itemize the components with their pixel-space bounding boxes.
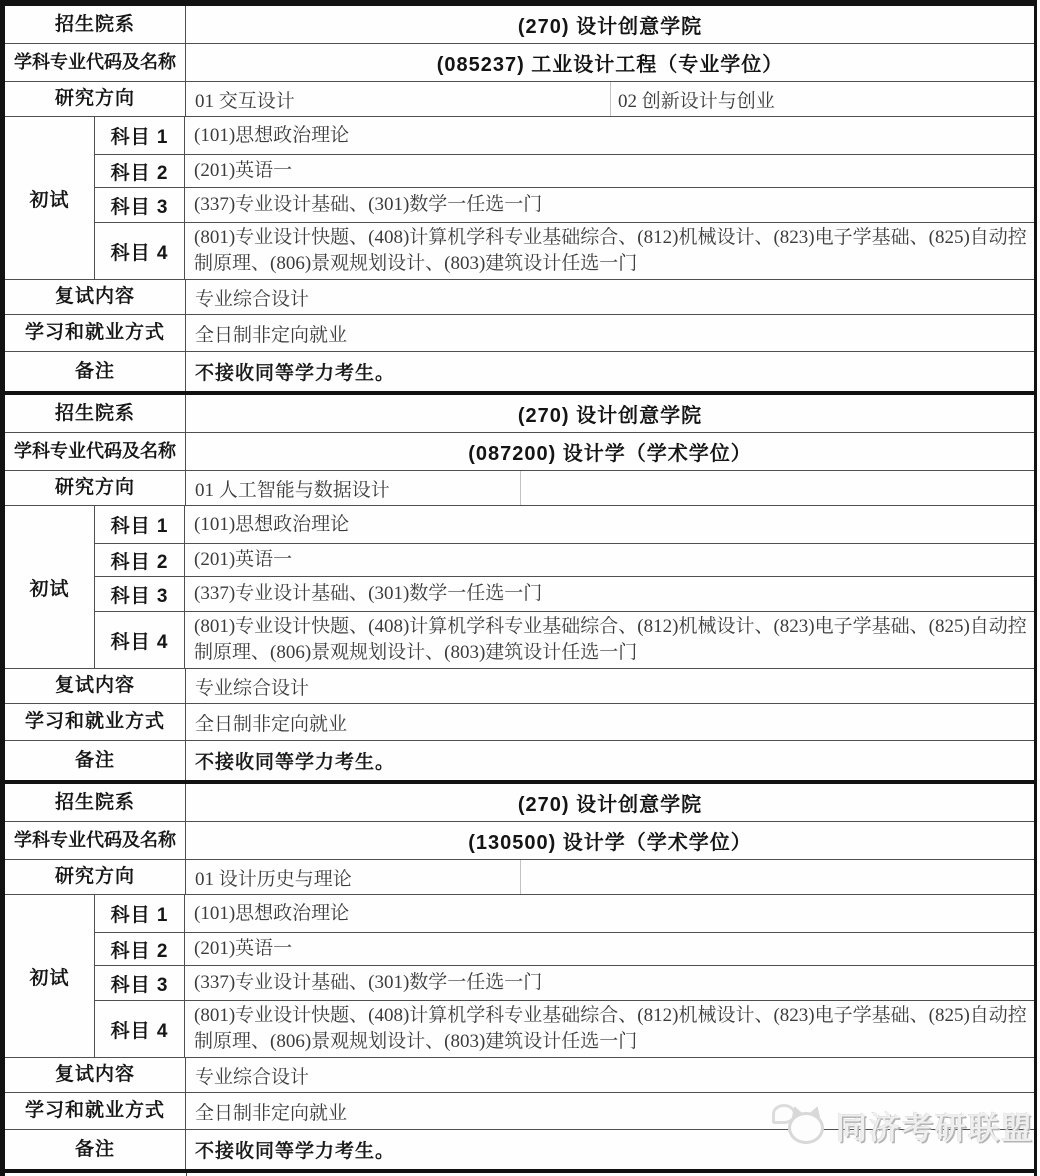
subject-4-value: (801)专业设计快题、(408)计算机学科专业基础综合、(812)机械设计、(823)电子学基础、(825)自动控制原理、(806)景观规划设计、(803)建筑设计任选一门: [194, 227, 1027, 274]
first-exam-label: 初试: [5, 506, 95, 668]
retest-label: 复试内容: [5, 1058, 186, 1092]
retest-label: 复试内容: [5, 280, 186, 314]
table-row: [5, 433, 1034, 471]
subject-3-label: 科目 3: [95, 188, 185, 222]
table-row: [5, 395, 1034, 433]
remark-label: 备注: [5, 352, 186, 391]
subject-4-value: (801)专业设计快题、(408)计算机学科专业基础综合、(812)机械设计、(823)电子学基础、(825)自动控制原理、(806)景观规划设计、(803)建筑设计任选一门: [194, 616, 1027, 663]
subject-4-label: 科目 4: [95, 612, 185, 668]
subject-3-value: (337)专业设计基础、(301)数学一任选一门: [194, 972, 543, 993]
remark-value: 不接收同等学力考生。: [195, 363, 396, 384]
table-row: [5, 1093, 1034, 1130]
major-code-value: (087200) 设计学（学术学位）: [468, 443, 752, 465]
table-row: [5, 82, 1034, 117]
table-row: [5, 784, 1034, 822]
table-row: [5, 44, 1034, 82]
retest-value: 专业综合设计: [195, 1066, 310, 1088]
subject-rows: [95, 506, 1034, 668]
retest-value: 专业综合设计: [195, 288, 310, 310]
program-block-130500: [5, 784, 1034, 1173]
table-row: [95, 506, 1034, 544]
table-row: [5, 704, 1034, 741]
table-row: [5, 860, 1034, 895]
retest-label: 复试内容: [5, 669, 186, 703]
research-direction-label: 研究方向: [5, 82, 186, 116]
department-label: 招生院系: [5, 395, 186, 432]
table-row: [95, 544, 1034, 577]
major-code-label: 学科专业代码及名称: [5, 433, 186, 470]
table-row: [5, 280, 1034, 315]
table-row: [95, 188, 1034, 223]
program-block-087200: [5, 395, 1034, 784]
study-mode-label: 学习和就业方式: [5, 1093, 186, 1129]
table-row: [5, 6, 1034, 44]
study-mode-value: 全日制非定向就业: [195, 713, 348, 735]
major-code-label: 学科专业代码及名称: [5, 44, 186, 81]
major-code-label: 学科专业代码及名称: [5, 822, 186, 859]
study-mode-value: 全日制非定向就业: [195, 1102, 348, 1124]
subject-2-label: 科目 2: [95, 933, 185, 965]
study-mode-label: 学习和就业方式: [5, 704, 186, 740]
subject-4-value: (801)专业设计快题、(408)计算机学科专业基础综合、(812)机械设计、(823)电子学基础、(825)自动控制原理、(806)景观规划设计、(803)建筑设计任选一门: [194, 1005, 1027, 1052]
subject-3-label: 科目 3: [95, 966, 185, 1000]
remark-label: 备注: [5, 1130, 186, 1169]
table-row: [95, 223, 1034, 279]
table-row: [95, 155, 1034, 188]
watermark-text: 同济考研联盟: [836, 1110, 1034, 1146]
table-row: [5, 352, 1034, 391]
program-block-085237: [5, 6, 1034, 395]
subject-2-label: 科目 2: [95, 544, 185, 576]
first-exam-label: 初试: [5, 895, 95, 1057]
major-code-value: (130500) 设计学（学术学位）: [468, 832, 752, 854]
table-row: [5, 1058, 1034, 1093]
research-direction-value: [186, 860, 1034, 894]
subject-1-label: 科目 1: [95, 117, 185, 154]
table-row: [95, 933, 1034, 966]
subject-2-label: 科目 2: [95, 155, 185, 187]
table-row: [5, 741, 1034, 780]
research-direction-label: 研究方向: [5, 471, 186, 505]
retest-value: 专业综合设计: [195, 677, 310, 699]
direction-divider: [520, 471, 521, 505]
department-label: 招生院系: [5, 6, 186, 43]
subject-2-value: (201)英语一: [194, 549, 293, 570]
first-exam-section: [5, 895, 1034, 1058]
subject-rows: [95, 895, 1034, 1057]
direction-1: 01 交互设计: [195, 90, 295, 112]
direction-divider: [520, 860, 521, 894]
direction-divider: [610, 82, 611, 116]
research-direction-value: [186, 82, 1034, 116]
department-value: (270) 设计创意学院: [517, 16, 703, 38]
subject-2-value: (201)英语一: [194, 160, 293, 181]
table-row: [5, 822, 1034, 860]
table-row: [5, 315, 1034, 352]
subject-1-value: (101)思想政治理论: [194, 513, 350, 535]
department-label: 招生院系: [5, 784, 186, 821]
remark-value: 不接收同等学力考生。: [195, 1141, 396, 1162]
table-row: [95, 895, 1034, 933]
direction-2: 02 创新设计与创业: [618, 90, 775, 112]
research-direction-label: 研究方向: [5, 860, 186, 894]
table-row: [5, 669, 1034, 704]
research-direction-value: [186, 471, 1034, 505]
table-row: [95, 612, 1034, 668]
subject-1-label: 科目 1: [95, 506, 185, 543]
subject-3-value: (337)专业设计基础、(301)数学一任选一门: [194, 194, 543, 215]
subject-rows: [95, 117, 1034, 279]
first-exam-section: [5, 117, 1034, 280]
table-row: [5, 1130, 1034, 1169]
subject-3-label: 科目 3: [95, 577, 185, 611]
subject-4-label: 科目 4: [95, 1001, 185, 1057]
remark-value: 不接收同等学力考生。: [195, 752, 396, 773]
subject-1-value: (101)思想政治理论: [194, 902, 350, 924]
first-exam-label: 初试: [5, 117, 95, 279]
table-row: [95, 966, 1034, 1001]
table-row: [95, 1001, 1034, 1057]
subject-3-value: (337)专业设计基础、(301)数学一任选一门: [194, 583, 543, 604]
table-row: [5, 471, 1034, 506]
study-mode-value: 全日制非定向就业: [195, 324, 348, 346]
direction-1: 01 设计历史与理论: [195, 868, 352, 890]
department-value: (270) 设计创意学院: [517, 405, 703, 427]
first-exam-section: [5, 506, 1034, 669]
table-row: [95, 577, 1034, 612]
subject-2-value: (201)英语一: [194, 938, 293, 959]
remark-label: 备注: [5, 741, 186, 780]
department-value: (270) 设计创意学院: [517, 794, 703, 816]
major-code-value: (085237) 工业设计工程（专业学位）: [436, 54, 784, 76]
direction-1: 01 人工智能与数据设计: [195, 479, 390, 501]
subject-1-value: (101)思想政治理论: [194, 124, 350, 146]
table-row: [95, 117, 1034, 155]
subject-1-label: 科目 1: [95, 895, 185, 932]
study-mode-label: 学习和就业方式: [5, 315, 186, 351]
subject-4-label: 科目 4: [95, 223, 185, 279]
